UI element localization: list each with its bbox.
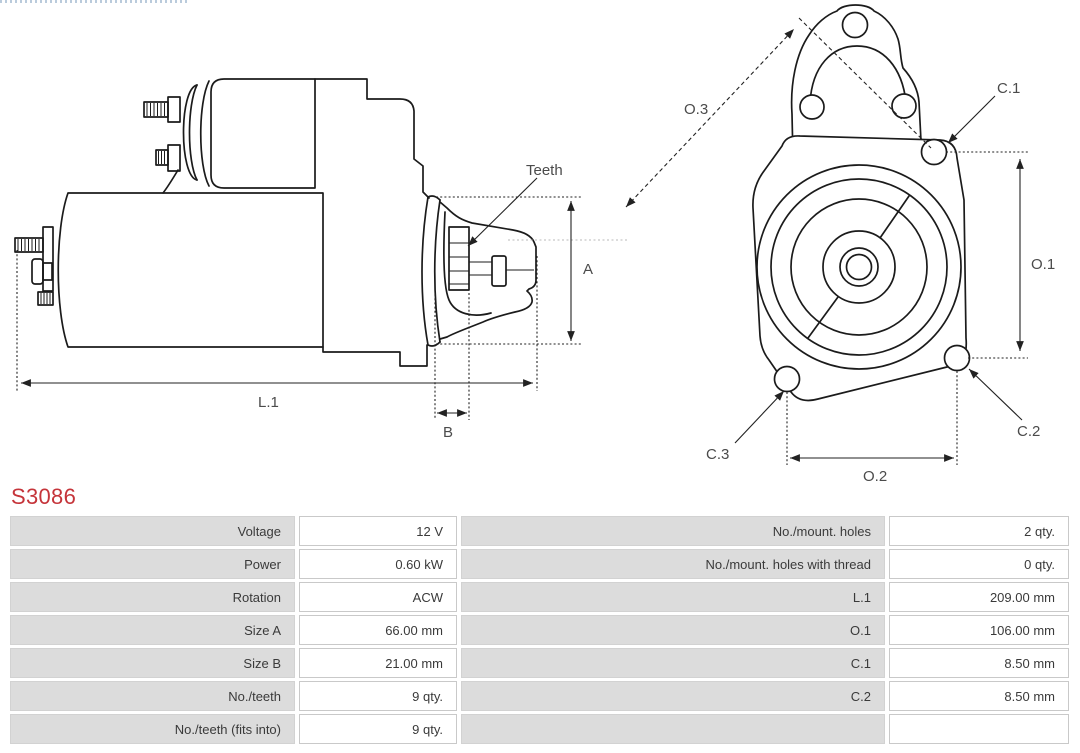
dim-l1-label: L.1 [258,394,279,411]
dim-o2-label: O.2 [863,468,888,485]
spec-table [10,516,1069,744]
spec-value-right: 0 qty. [889,549,1069,579]
spec-label-left: Size A [10,615,295,645]
mount-hole-top-right [922,140,947,165]
spec-value-left: 21.00 mm [299,648,457,678]
spec-value-right: 2 qty. [889,516,1069,546]
spec-label-right: O.1 [461,615,885,645]
side-view-drawing [15,79,628,441]
spec-value-right [889,714,1069,744]
mount-hole-bottom-right [945,346,970,371]
mount-hole-bottom-left [775,367,800,392]
spec-value-right: 8.50 mm [889,681,1069,711]
spec-value-left: 9 qty. [299,681,457,711]
spec-label-left: No./teeth (fits into) [10,714,295,744]
spec-label-right [461,714,885,744]
spec-label-left: Size B [10,648,295,678]
dim-a-label: A [583,261,594,278]
dim-c2-label: C.2 [1017,423,1041,440]
spec-label-left: No./teeth [10,681,295,711]
spec-label-left: Power [10,549,295,579]
front-view-drawing [626,5,1055,485]
dim-c3-label: C.3 [706,446,730,463]
spec-label-left: Voltage [10,516,295,546]
dim-o1-label: O.1 [1031,256,1056,273]
teeth-label: Teeth [526,162,563,179]
spec-label-right: No./mount. holes with thread [461,549,885,579]
spec-label-left: Rotation [10,582,295,612]
top-pilot-hole [843,13,868,38]
part-number: S3086 [11,484,77,509]
spec-value-left: 9 qty. [299,714,457,744]
dim-o3-label: O.3 [684,101,709,118]
spec-value-right: 8.50 mm [889,648,1069,678]
spec-value-left: 66.00 mm [299,615,457,645]
spec-value-right: 209.00 mm [889,582,1069,612]
dim-c1-label: C.1 [997,80,1021,97]
spec-label-right: C.1 [461,648,885,678]
spec-label-right: No./mount. holes [461,516,885,546]
spec-value-left: 0.60 kW [299,549,457,579]
dim-b-label: B [443,424,454,441]
spec-label-right: L.1 [461,582,885,612]
spec-value-left: 12 V [299,516,457,546]
spec-value-right: 106.00 mm [889,615,1069,645]
spec-label-right: C.2 [461,681,885,711]
spec-value-left: ACW [299,582,457,612]
